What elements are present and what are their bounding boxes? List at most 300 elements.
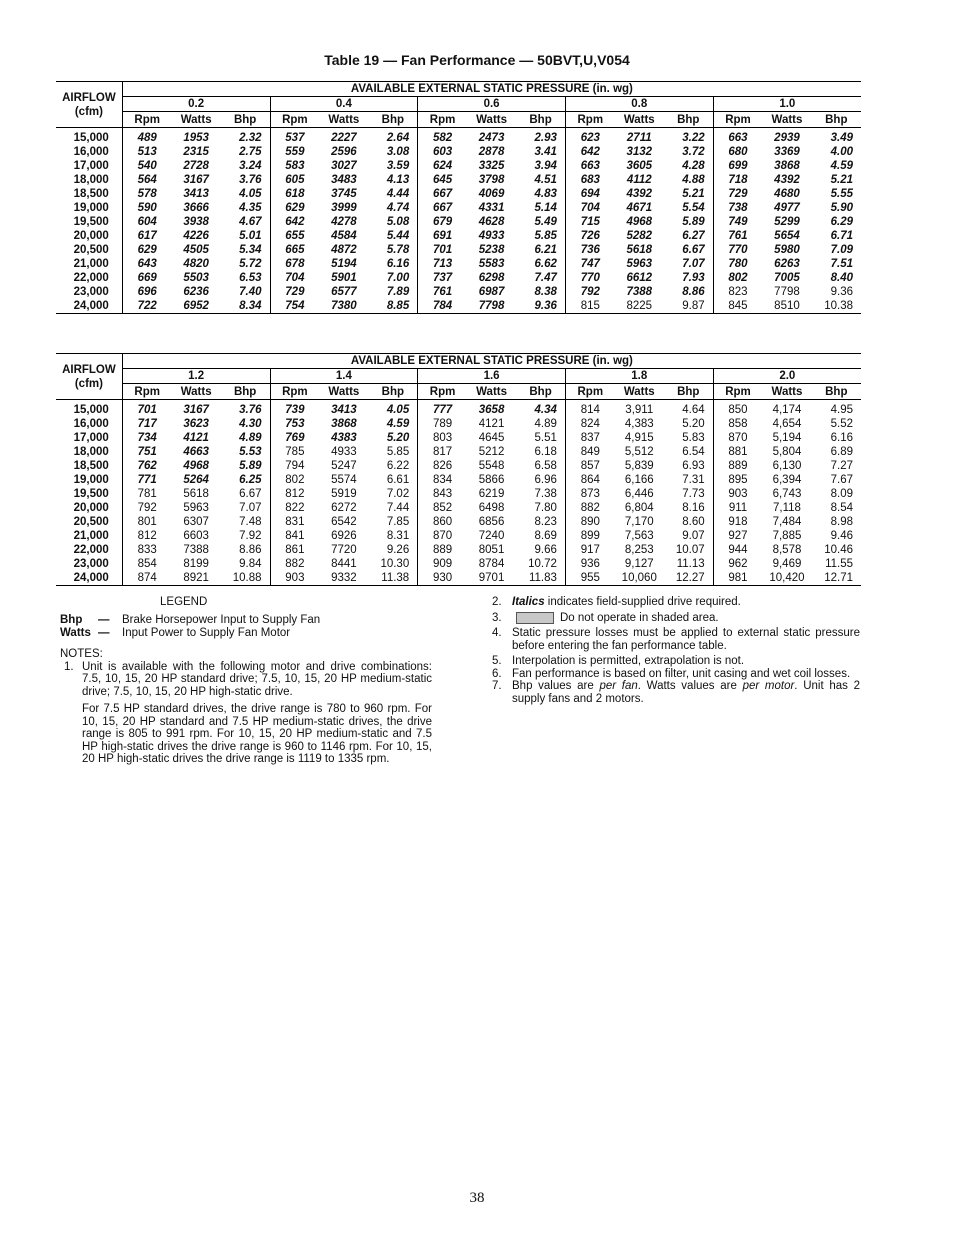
value-cell: 792: [565, 285, 614, 299]
value-cell: 10.46: [824, 544, 853, 556]
value-cell: 5264: [183, 474, 209, 486]
table-row: [56, 473, 861, 487]
note-7-text-c: . Watts values are: [637, 680, 743, 693]
value-cell: 5,512: [624, 446, 654, 458]
value-cell: 582: [418, 128, 467, 146]
value-cell: 7.47: [534, 272, 557, 284]
value-cell: 12.71: [812, 571, 861, 586]
value-cell: 3999: [331, 202, 357, 214]
airflow-cell: 17,000: [73, 432, 109, 444]
note-number: 3.: [492, 611, 502, 624]
value-cell: 5194: [331, 258, 357, 270]
value-cell: 6.53: [239, 272, 262, 284]
value-cell: 5.52: [830, 418, 853, 430]
value-cell: 8199: [183, 558, 209, 570]
table-title: Table 19 — Fan Performance — 50BVT,U,V054: [324, 52, 630, 68]
value-cell: 8.38: [534, 286, 557, 298]
value-cell: 5.89: [682, 216, 705, 228]
airflow-cell: 23,000: [73, 286, 109, 298]
value-cell: 537: [270, 128, 319, 146]
value-cell: 5.44: [386, 230, 410, 242]
value-cell: 680: [713, 145, 762, 159]
value-cell: 6,130: [772, 460, 802, 472]
note-5-text: Interpolation is permitted, extrapolation is not.: [512, 655, 745, 668]
value-cell: 3.24: [239, 160, 262, 172]
table-row: [56, 431, 861, 445]
value-cell: 7.85: [386, 516, 410, 528]
table-row: [56, 417, 861, 431]
value-cell: 7388: [183, 544, 209, 556]
pressure-value: 1.4: [270, 369, 418, 384]
value-cell: 4,383: [624, 418, 654, 430]
value-cell: 7388: [626, 286, 653, 298]
value-cell: 3.72: [682, 146, 705, 158]
value-cell: 841: [270, 529, 319, 543]
value-cell: 3325: [478, 160, 505, 172]
note-2-text: indicates field-supplied drive required.: [544, 596, 741, 608]
column-header-bhp: Bhp: [664, 112, 713, 128]
value-cell: 729: [270, 285, 319, 299]
value-cell: 917: [565, 543, 614, 557]
value-cell: 4.51: [534, 174, 557, 186]
value-cell: 3623: [183, 418, 209, 430]
pressure-value: 1.2: [122, 369, 270, 384]
table-row: [56, 557, 861, 571]
value-cell: 801: [122, 515, 171, 529]
airflow-cell: 24,000: [56, 571, 122, 586]
value-cell: 7.07: [682, 258, 705, 270]
value-cell: 751: [122, 445, 171, 459]
value-cell: 629: [270, 201, 319, 215]
value-cell: 4663: [183, 446, 209, 458]
value-cell: 4.05: [386, 404, 410, 416]
value-cell: 5548: [478, 460, 505, 472]
note-4: [492, 627, 860, 652]
value-cell: 5.72: [239, 258, 262, 270]
subheader-row: [56, 112, 861, 128]
value-cell: 683: [565, 173, 614, 187]
note-7: [492, 680, 860, 705]
airflow-cell: 15,000: [73, 132, 109, 144]
value-cell: 5.78: [386, 244, 410, 256]
table-row: [56, 529, 861, 543]
value-cell: 6498: [478, 502, 505, 514]
value-cell: 2.32: [239, 132, 262, 144]
notes-heading: NOTES:: [60, 648, 103, 660]
value-cell: 4.89: [534, 418, 557, 430]
pressure-value: 0.8: [565, 97, 713, 112]
airflow-cell: 17,000: [73, 160, 109, 172]
column-header-rpm: Rpm: [418, 384, 467, 400]
value-cell: 895: [713, 473, 762, 487]
value-cell: 784: [418, 299, 467, 314]
value-cell: 785: [270, 445, 319, 459]
value-cell: 4968: [626, 216, 653, 228]
legend-desc: Input Power to Supply Fan Motor: [122, 626, 291, 639]
value-cell: 10,420: [762, 571, 811, 586]
value-cell: 9.36: [830, 286, 853, 298]
notes-right: [492, 596, 860, 708]
airflow-unit: (cfm): [74, 377, 103, 390]
value-cell: 6612: [626, 272, 653, 284]
airflow-cell: 16,000: [73, 146, 109, 158]
column-header-rpm: Rpm: [713, 112, 762, 128]
airflow-cell: 16,000: [73, 418, 109, 430]
value-cell: 4680: [774, 188, 800, 200]
header-row: [56, 82, 861, 97]
table-row: [56, 257, 861, 271]
column-header-rpm: Rpm: [270, 112, 319, 128]
value-cell: 6.21: [534, 244, 557, 256]
value-cell: 7,170: [624, 516, 654, 528]
legend-desc: Brake Horsepower Input to Supply Fan: [122, 614, 321, 626]
value-cell: 2711: [626, 132, 652, 144]
value-cell: 7798: [467, 299, 516, 314]
value-cell: 6.89: [830, 446, 853, 458]
shaded-area-swatch: [516, 612, 554, 624]
value-cell: 3167: [183, 174, 209, 186]
value-cell: 5618: [626, 244, 653, 256]
value-cell: 8.85: [368, 299, 417, 314]
table-row: [56, 515, 861, 529]
value-cell: 6.27: [682, 230, 705, 242]
value-cell: 729: [713, 187, 762, 201]
value-cell: 770: [713, 243, 762, 257]
table-row: [56, 459, 861, 473]
value-cell: 824: [565, 417, 614, 431]
value-cell: 699: [713, 159, 762, 173]
value-cell: 850: [713, 400, 762, 418]
value-cell: 6.29: [830, 216, 853, 228]
value-cell: 5618: [183, 488, 209, 500]
value-cell: 927: [713, 529, 762, 543]
value-cell: 3666: [183, 202, 209, 214]
value-cell: 4.74: [386, 202, 410, 214]
value-cell: 6.22: [386, 460, 410, 472]
value-cell: 792: [122, 501, 171, 515]
value-cell: 3.59: [386, 160, 410, 172]
value-cell: 882: [565, 501, 614, 515]
airflow-cell: 19,000: [73, 474, 109, 486]
airflow-cell: 20,500: [73, 516, 109, 528]
pressure-value: 0.2: [122, 97, 270, 112]
value-cell: 4820: [183, 258, 209, 270]
value-cell: 852: [418, 501, 467, 515]
note-1-text-b: For 7.5 HP standard drives, the drive range is 780 to 960 rpm. For 10, 15, 20 HP standard and 7.5 HP medium-static drives, the drive range is 805 to 991 rpm. For 10, 15, 20 HP medium-static and 7.5 HP high-static drives the drive range is 960 to 1146 rpm. For 10, 15, 20 HP high-static drives the drive range is 1119 to 1335 rpm.: [82, 703, 432, 765]
value-cell: 4.05: [239, 188, 262, 200]
value-cell: 864: [565, 473, 614, 487]
value-cell: 590: [122, 201, 171, 215]
value-cell: 655: [270, 229, 319, 243]
value-cell: 739: [270, 400, 319, 418]
value-cell: 9.07: [682, 530, 705, 542]
airflow-cell: 19,500: [73, 216, 109, 228]
airflow-cell: 20,500: [73, 244, 109, 256]
column-header-watts: Watts: [762, 112, 811, 128]
value-cell: 753: [270, 417, 319, 431]
value-cell: 822: [270, 501, 319, 515]
column-header-rpm: Rpm: [565, 384, 614, 400]
value-cell: 4392: [774, 174, 800, 186]
value-cell: 7.09: [830, 244, 853, 256]
value-cell: 826: [418, 459, 467, 473]
column-header-rpm: Rpm: [122, 384, 171, 400]
value-cell: 10.88: [221, 571, 270, 586]
value-cell: 489: [122, 128, 171, 146]
value-cell: 843: [418, 487, 467, 501]
table-row: [56, 128, 861, 146]
legend-dash: —: [98, 614, 110, 626]
legend: [160, 596, 207, 609]
value-cell: 6987: [478, 286, 505, 298]
value-cell: 669: [122, 271, 171, 285]
value-cell: 5654: [774, 230, 800, 242]
value-cell: 3369: [774, 146, 800, 158]
value-cell: 10,060: [615, 571, 664, 586]
value-cell: 881: [713, 445, 762, 459]
value-cell: 6603: [183, 530, 209, 542]
airflow-cell: 15,000: [73, 404, 109, 416]
value-cell: 803: [418, 431, 467, 445]
value-cell: 4,654: [772, 418, 802, 430]
value-cell: 5212: [478, 446, 505, 458]
value-cell: 6.93: [682, 460, 705, 472]
value-cell: 605: [270, 173, 319, 187]
value-cell: 11.55: [825, 558, 853, 570]
pressure-value: 1.0: [713, 97, 861, 112]
value-cell: 2473: [478, 132, 505, 144]
value-cell: 7.02: [386, 488, 410, 500]
value-cell: 2315: [183, 146, 209, 158]
column-header-rpm: Rpm: [418, 112, 467, 128]
column-header-watts: Watts: [319, 112, 368, 128]
value-cell: 4.95: [830, 404, 853, 416]
value-cell: 645: [418, 173, 467, 187]
value-cell: 8.16: [682, 502, 705, 514]
value-cell: 6952: [172, 299, 221, 314]
value-cell: 815: [565, 299, 614, 314]
value-cell: 578: [122, 187, 171, 201]
value-cell: 5901: [331, 272, 357, 284]
value-cell: 8.09: [830, 488, 853, 500]
value-cell: 4.59: [386, 418, 410, 430]
value-cell: 604: [122, 215, 171, 229]
pressure-value: 0.4: [270, 97, 418, 112]
column-header-watts: Watts: [172, 384, 221, 400]
value-cell: 2878: [478, 146, 505, 158]
value-cell: 3868: [331, 418, 357, 430]
value-cell: 5980: [774, 244, 800, 256]
table-row: [56, 243, 861, 257]
value-cell: 861: [270, 543, 319, 557]
subheader-row: [56, 384, 861, 400]
airflow-header: [56, 354, 122, 400]
table-row: [56, 285, 861, 299]
value-cell: 789: [418, 417, 467, 431]
airflow-cell: 24,000: [56, 299, 122, 314]
value-cell: 794: [270, 459, 319, 473]
value-cell: 726: [565, 229, 614, 243]
note-number: 4.: [492, 627, 502, 640]
value-cell: 6263: [774, 258, 800, 270]
value-cell: 5919: [331, 488, 357, 500]
value-cell: 5.21: [830, 174, 853, 186]
value-cell: 3605: [626, 160, 653, 172]
value-cell: 704: [270, 271, 319, 285]
airflow-cell: 21,000: [73, 530, 109, 542]
note-6-text: Fan performance is based on filter, unit casing and wet coil losses.: [512, 667, 851, 680]
value-cell: 4.67: [239, 216, 262, 228]
note-1: [60, 661, 432, 766]
airflow-cell: 22,000: [73, 544, 109, 556]
value-cell: 3167: [183, 404, 209, 416]
value-cell: 5866: [478, 474, 505, 486]
note-4-text: Static pressure losses must be applied to external static pressure before entering the fan performance table.: [512, 627, 860, 652]
value-cell: 713: [418, 257, 467, 271]
table-row: [56, 187, 861, 201]
value-cell: 9332: [319, 571, 368, 586]
table-row: [56, 571, 861, 586]
value-cell: 2596: [331, 146, 357, 158]
value-cell: 930: [418, 571, 467, 586]
value-cell: 7,118: [773, 502, 801, 514]
value-cell: 4872: [331, 244, 357, 256]
column-header-watts: Watts: [615, 112, 664, 128]
value-cell: 770: [565, 271, 614, 285]
value-cell: 7,563: [624, 530, 654, 542]
fan-performance-table-high: [56, 353, 861, 586]
value-cell: 617: [122, 229, 171, 243]
value-cell: 889: [418, 543, 467, 557]
value-cell: 5.83: [682, 432, 705, 444]
value-cell: 749: [713, 215, 762, 229]
value-cell: 6,804: [624, 502, 654, 514]
value-cell: 11.83: [516, 571, 565, 586]
column-header-bhp: Bhp: [812, 112, 861, 128]
note-7-text-e: . Unit has 2 supply fans and 2 motors.: [512, 680, 860, 705]
airflow-label: AIRFLOW: [62, 363, 116, 376]
value-cell: 4.34: [534, 404, 557, 416]
table-row: [56, 487, 861, 501]
note-3-text: Do not operate in shaded area.: [560, 611, 719, 624]
value-cell: 5238: [478, 244, 505, 256]
column-header-rpm: Rpm: [565, 112, 614, 128]
value-cell: 701: [418, 243, 467, 257]
value-cell: 6542: [331, 516, 357, 528]
value-cell: 10.30: [380, 558, 410, 570]
value-cell: 624: [418, 159, 467, 173]
pressure-header: AVAILABLE EXTERNAL STATIC PRESSURE (in. wg): [122, 82, 861, 97]
table-row: [56, 400, 861, 418]
value-cell: 738: [713, 201, 762, 215]
airflow-cell: 20,000: [73, 502, 109, 514]
column-header-bhp: Bhp: [812, 384, 861, 400]
value-cell: 9.84: [239, 558, 262, 570]
value-cell: 701: [122, 400, 171, 418]
value-cell: 955: [565, 571, 614, 586]
value-cell: 4278: [331, 216, 357, 228]
legend-abbr: Watts: [60, 626, 91, 639]
value-cell: 704: [565, 201, 614, 215]
value-cell: 7.40: [239, 286, 262, 298]
value-cell: 814: [565, 400, 614, 418]
value-cell: 5.49: [534, 216, 557, 228]
value-cell: 718: [713, 173, 762, 187]
value-cell: 4.88: [682, 174, 705, 186]
value-cell: 7.38: [534, 488, 557, 500]
value-cell: 3.76: [239, 174, 262, 186]
column-header-bhp: Bhp: [516, 112, 565, 128]
value-cell: 8,578: [772, 544, 802, 556]
value-cell: 4977: [774, 202, 800, 214]
pressure-header: AVAILABLE EXTERNAL STATIC PRESSURE (in. wg): [122, 354, 861, 369]
value-cell: 7.07: [239, 502, 262, 514]
value-cell: 6,166: [624, 474, 654, 486]
value-cell: 6926: [331, 530, 357, 542]
value-cell: 754: [270, 299, 319, 314]
value-cell: 8784: [478, 558, 505, 570]
value-cell: 860: [418, 515, 467, 529]
value-cell: 780: [713, 257, 762, 271]
value-cell: 3.41: [534, 146, 557, 158]
value-cell: 642: [565, 145, 614, 159]
value-cell: 4226: [183, 230, 209, 242]
value-cell: 3.76: [239, 404, 262, 416]
value-cell: 679: [418, 215, 467, 229]
value-cell: 2227: [331, 132, 357, 144]
value-cell: 4645: [478, 432, 505, 444]
airflow-header: [56, 82, 122, 128]
value-cell: 6.62: [534, 258, 557, 270]
value-cell: 4,174: [772, 404, 802, 416]
value-cell: 3798: [478, 174, 505, 186]
value-cell: 8.40: [830, 272, 853, 284]
value-cell: 5,194: [772, 432, 802, 444]
value-cell: 812: [122, 529, 171, 543]
value-cell: 7.44: [386, 502, 410, 514]
value-cell: 817: [418, 445, 467, 459]
value-cell: 4.64: [682, 404, 705, 416]
value-cell: 678: [270, 257, 319, 271]
note-7-text-a: Bhp values are: [512, 680, 600, 693]
value-cell: 7.51: [830, 258, 853, 270]
value-cell: 4331: [478, 202, 505, 214]
value-cell: 10.38: [812, 299, 861, 314]
value-cell: 5.55: [830, 188, 853, 200]
value-cell: 874: [122, 571, 171, 586]
value-cell: 802: [270, 473, 319, 487]
column-header-bhp: Bhp: [664, 384, 713, 400]
value-cell: 857: [565, 459, 614, 473]
value-cell: 5963: [626, 258, 653, 270]
value-cell: 8.86: [682, 286, 705, 298]
value-cell: 6.16: [386, 258, 410, 270]
value-cell: 1953: [183, 132, 209, 144]
value-cell: 8,253: [624, 544, 654, 556]
value-cell: 981: [713, 571, 762, 586]
column-header-bhp: Bhp: [221, 112, 270, 128]
value-cell: 781: [122, 487, 171, 501]
value-cell: 936: [565, 557, 614, 571]
airflow-cell: 21,000: [73, 258, 109, 270]
value-cell: 4121: [478, 418, 505, 430]
value-cell: 691: [418, 229, 467, 243]
note-number: 2.: [492, 596, 502, 608]
value-cell: 9,469: [772, 558, 802, 570]
value-cell: 5.01: [239, 230, 262, 242]
value-cell: 7240: [478, 530, 505, 542]
value-cell: 870: [418, 529, 467, 543]
